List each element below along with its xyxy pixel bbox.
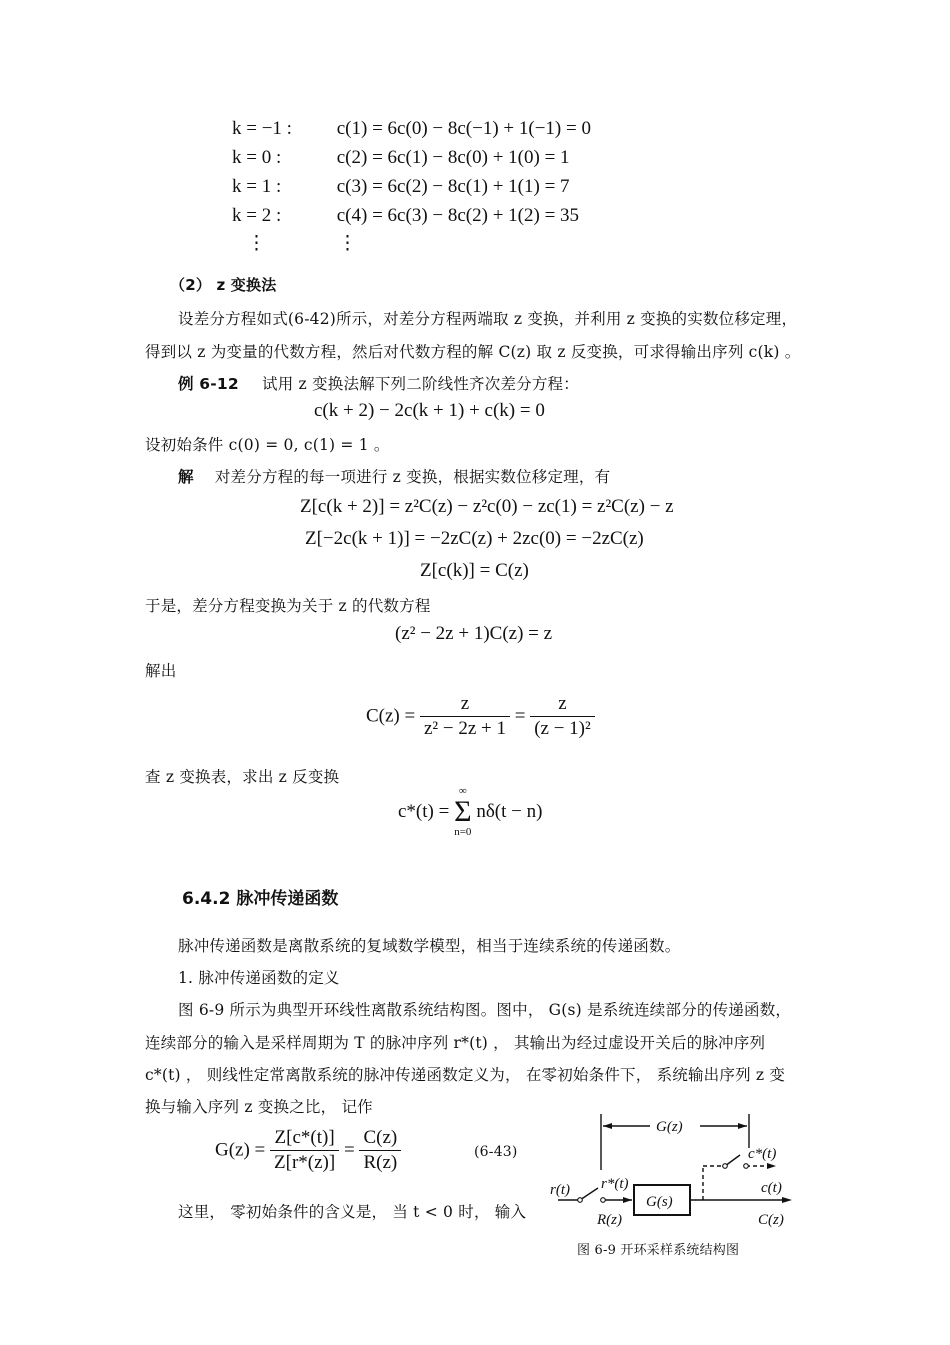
gz-definition-equation (215, 1126, 401, 1175)
sum-symbol: Σ (454, 795, 472, 828)
recursion-row-4 (232, 205, 579, 227)
then-text: 于是，差分方程变换为关于 z 的代数方程 (145, 597, 431, 615)
gz-frac1-num: Z[c*(t)] (274, 1127, 335, 1148)
recursion-eq-1: c(1) = 6c(0) − 8c(−1) + 1(−1) = 0 (336, 118, 591, 139)
cz-solution-equation (366, 692, 595, 741)
section-title-z-transform: （2） z 变换法 (170, 276, 277, 294)
example-label: 例 6-12 (178, 375, 239, 393)
recursion-k-4: k = 2 : (232, 205, 282, 226)
inverse-rhs: nδ(t − n) (476, 801, 543, 822)
fig-rz-label: R(z) (597, 1212, 622, 1228)
cz-frac1-num: z (460, 693, 470, 714)
recursion-k-1: k = −1 : (232, 118, 292, 139)
gz-frac2-num: C(z) (363, 1127, 398, 1148)
recursion-eq-3: c(3) = 6c(2) − 8c(1) + 1(1) = 7 (336, 176, 570, 197)
equation-number-6-43: (6-43) (474, 1144, 518, 1160)
recursion-row-1 (232, 118, 591, 140)
recursion-dots-right: ⋮ (338, 233, 357, 254)
fig-rstar-label: r*(t) (601, 1176, 629, 1192)
example-equation: c(k + 2) − 2c(k + 1) + c(k) = 0 (314, 400, 545, 421)
figure-6-9-diagram (540, 1108, 810, 1230)
fig-cz-label: C(z) (758, 1212, 784, 1228)
def-para-line4: 换与输入序列 z 变换之比， 记作 (145, 1098, 373, 1116)
gz-fraction-2 (359, 1126, 401, 1175)
cz-fraction-2 (530, 692, 595, 741)
cz-frac1-den: z² − 2z + 1 (420, 716, 510, 741)
sum-top: ∞ (458, 785, 467, 797)
cz-fraction-1 (420, 692, 510, 741)
gz-frac1-den: Z[r*(z)] (270, 1150, 339, 1175)
solution-line (178, 465, 610, 487)
section2-para-line2: 得到以 z 为变量的代数方程，然后对代数方程的解 C(z) 取 z 反变换，可求得输出序列 c(k) 。 (145, 343, 801, 361)
cz-lhs: C(z) = (366, 705, 416, 727)
solution-text: 对差分方程的每一项进行 z 变换，根据实数位移定理，有 (214, 468, 611, 486)
figure-caption: 图 6-9 开环采样系统结构图 (577, 1243, 740, 1258)
recursion-dots-left: ⋮ (247, 233, 266, 254)
initial-condition: 设初始条件 c(0) = 0, c(1) = 1 。 (145, 436, 390, 454)
recursion-k-2: k = 0 : (232, 147, 282, 168)
z-eq-3: Z[c(k)] = C(z) (420, 560, 529, 581)
fig-gs-label: G(s) (646, 1194, 673, 1210)
fig-cstar-label: c*(t) (748, 1146, 777, 1162)
gz-frac2-den: R(z) (359, 1150, 401, 1175)
def-para-line3: c*(t) ， 则线性定常离散系统的脉冲传递函数定义为， 在零初始条件下， 系统输出序列 z 变 (145, 1066, 786, 1084)
summation (454, 786, 471, 838)
inverse-lhs: c*(t) = (398, 801, 450, 822)
fig-gz-label: G(z) (656, 1119, 683, 1135)
cz-frac2-num: z (558, 693, 567, 714)
example-text: 试用 z 变换法解下列二阶线性齐次差分方程： (262, 375, 579, 393)
inverse-transform-equation (398, 786, 542, 838)
example-line (178, 372, 579, 394)
recursion-eq-4: c(4) = 6c(3) − 8c(2) + 1(2) = 35 (336, 205, 580, 226)
def-para-line2: 连续部分的输入是采样周期为 T 的脉冲序列 r*(t) ， 其输出为经过虚设开关后的脉冲序列 (145, 1034, 766, 1052)
gz-equals: = (343, 1139, 355, 1161)
lookup-text: 查 z 变换表，求出 z 反变换 (145, 768, 340, 786)
cz-equals: = (514, 705, 526, 727)
recursion-row-2 (232, 147, 570, 169)
cz-frac2-den: (z − 1)² (530, 716, 595, 741)
def-para-line1: 图 6-9 所示为典型开环线性离散系统结构图。图中， G(s) 是系统连续部分的传递函数， (178, 1001, 792, 1019)
section2-para-line1: 设差分方程如式(6-42)所示，对差分方程两端取 z 变换，并利用 z 变换的实数位移定理， (178, 310, 798, 328)
section-title-6-4-2: 6.4.2 脉冲传递函数 (182, 889, 339, 909)
gz-fraction-1 (270, 1126, 339, 1175)
sum-bottom: n=0 (454, 826, 472, 838)
recursion-k-3: k = 1 : (232, 176, 282, 197)
section642-intro: 脉冲传递函数是离散系统的复域数学模型，相当于连续系统的传递函数。 (178, 937, 681, 955)
recursion-eq-2: c(2) = 6c(1) − 8c(0) + 1(0) = 1 (336, 147, 570, 168)
algebraic-equation: (z² − 2z + 1)C(z) = z (395, 623, 553, 644)
solve-text: 解出 (145, 662, 177, 680)
zero-init-line: 这里， 零初始条件的含义是， 当 t < 0 时， 输入 (178, 1203, 527, 1221)
z-eq-2: Z[−2c(k + 1)] = −2zC(z) + 2zc(0) = −2zC(z) (305, 528, 644, 549)
z-eq-1: Z[c(k + 2)] = z²C(z) − z²c(0) − zc(1) = z²C(z) − z (300, 496, 674, 517)
fig-rt-label: r(t) (550, 1182, 570, 1198)
recursion-row-3 (232, 176, 570, 198)
fig-ct-label: c(t) (761, 1180, 782, 1196)
solution-label: 解 (178, 468, 194, 486)
gz-lhs: G(z) = (215, 1139, 266, 1161)
subsection-definition: 1. 脉冲传递函数的定义 (178, 969, 340, 987)
